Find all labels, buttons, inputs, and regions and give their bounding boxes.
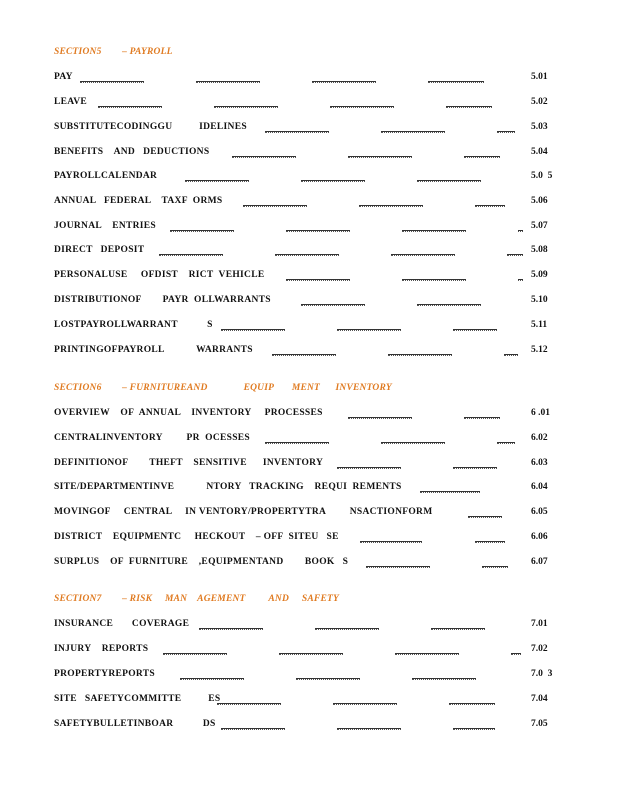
dot-leader bbox=[265, 131, 329, 133]
dot-leader bbox=[446, 106, 492, 108]
toc-page-number: 6.05 bbox=[531, 507, 548, 517]
toc-page-number: 5.06 bbox=[531, 196, 548, 206]
toc-entry[interactable] bbox=[54, 320, 564, 334]
toc-entry[interactable] bbox=[54, 669, 564, 683]
dot-leader bbox=[80, 81, 144, 83]
toc-page-number: 6.04 bbox=[531, 482, 548, 492]
toc-entry[interactable] bbox=[54, 147, 564, 161]
dot-leader bbox=[275, 254, 339, 256]
dot-leader bbox=[221, 728, 285, 730]
dot-leader bbox=[214, 106, 278, 108]
dot-leader bbox=[391, 254, 455, 256]
toc-entry-title: SITE SAFETYCOMMITTE ES bbox=[54, 694, 221, 704]
toc-entry-title: PRINTINGOFPAYROLL WARRANTS bbox=[54, 345, 253, 355]
dot-leader bbox=[337, 467, 401, 469]
dot-leader bbox=[504, 354, 518, 356]
toc-entry[interactable] bbox=[54, 557, 564, 571]
toc-page-number: 7.02 bbox=[531, 644, 548, 654]
dot-leader bbox=[518, 279, 523, 281]
toc-entry-title: JOURNAL ENTRIES bbox=[54, 221, 157, 231]
toc-entry-title: DISTRIBUTIONOF PAYR OLLWARRANTS bbox=[54, 295, 271, 305]
toc-entry[interactable] bbox=[54, 507, 564, 521]
toc-entry-title: BENEFITS AND DEDUCTIONS bbox=[54, 147, 210, 157]
toc-page-number: 5.11 bbox=[531, 320, 548, 330]
toc-page-number: 5.02 bbox=[531, 97, 548, 107]
toc-page-number: 6 .01 bbox=[531, 408, 550, 418]
dot-leader bbox=[464, 156, 500, 158]
dot-leader bbox=[98, 106, 162, 108]
dot-leader bbox=[232, 156, 296, 158]
dot-leader bbox=[315, 628, 379, 630]
toc-entry-title: LEAVE bbox=[54, 97, 88, 107]
dot-leader bbox=[185, 180, 249, 182]
toc-entry-title: INSURANCE COVERAGE bbox=[54, 619, 190, 629]
dot-leader bbox=[199, 628, 263, 630]
section-6-heading: SECTION6 – FURNITUREAND EQUIP MENT INVENTORY bbox=[54, 383, 392, 393]
toc-entry-title: OVERVIEW OF ANNUAL INVENTORY PROCESSES bbox=[54, 408, 323, 418]
dot-leader bbox=[395, 653, 459, 655]
dot-leader bbox=[417, 304, 481, 306]
toc-entry-title: SITE/DEPARTMENTINVE NTORY TRACKING REQUI REMENTS bbox=[54, 482, 402, 492]
dot-leader bbox=[360, 541, 422, 543]
toc-entry-title: MOVINGOF CENTRAL IN VENTORY/PROPERTYTRA NSACTIONFORM bbox=[54, 507, 433, 517]
toc-page-number: 5.04 bbox=[531, 147, 548, 157]
dot-leader bbox=[381, 131, 445, 133]
dot-leader bbox=[348, 417, 412, 419]
dot-leader bbox=[243, 205, 307, 207]
dot-leader bbox=[279, 653, 343, 655]
dot-leader bbox=[420, 491, 480, 493]
toc-page-number: 6.07 bbox=[531, 557, 548, 567]
dot-leader bbox=[180, 678, 244, 680]
dot-leader bbox=[221, 329, 285, 331]
toc-entry-title: DISTRICT EQUIPMENTC HECKOUT – OFF SITEU SE bbox=[54, 532, 339, 542]
toc-entry[interactable] bbox=[54, 408, 564, 422]
toc-entry-title: ANNUAL FEDERAL TAXF ORMS bbox=[54, 196, 223, 206]
toc-entry-title: PROPERTYREPORTS bbox=[54, 669, 155, 679]
toc-entry[interactable] bbox=[54, 97, 564, 111]
dot-leader bbox=[159, 254, 223, 256]
dot-leader bbox=[330, 106, 394, 108]
dot-leader bbox=[217, 703, 281, 705]
toc-entry[interactable] bbox=[54, 694, 564, 708]
toc-entry[interactable] bbox=[54, 644, 564, 658]
dot-leader bbox=[431, 628, 485, 630]
dot-leader bbox=[412, 678, 476, 680]
toc-page-number: 6.06 bbox=[531, 532, 548, 542]
dot-leader bbox=[453, 728, 495, 730]
toc-entry-title: PERSONALUSE OFDIST RICT VEHICLE bbox=[54, 270, 265, 280]
dot-leader bbox=[170, 230, 234, 232]
toc-page-number: 5.0 5 bbox=[531, 171, 553, 181]
dot-leader bbox=[337, 728, 401, 730]
toc-entry-title: DIRECT DEPOSIT bbox=[54, 245, 145, 255]
dot-leader bbox=[518, 230, 523, 232]
toc-entry[interactable] bbox=[54, 221, 564, 235]
toc-page-number: 5.03 bbox=[531, 122, 548, 132]
toc-entry-title: SAFETYBULLETINBOAR DS bbox=[54, 719, 216, 729]
dot-leader bbox=[482, 566, 508, 568]
toc-entry[interactable] bbox=[54, 245, 564, 259]
toc-page-number: 7.0 3 bbox=[531, 669, 553, 679]
toc-page-number: 5.09 bbox=[531, 270, 548, 280]
toc-page-number: 5.08 bbox=[531, 245, 548, 255]
toc-entry-title: PAYROLLCALENDAR bbox=[54, 171, 158, 181]
toc-page-number: 5.01 bbox=[531, 72, 548, 82]
dot-leader bbox=[337, 329, 401, 331]
toc-page-number: 7.01 bbox=[531, 619, 548, 629]
dot-leader bbox=[402, 279, 466, 281]
dot-leader bbox=[417, 180, 481, 182]
toc-entry[interactable] bbox=[54, 72, 564, 86]
dot-leader bbox=[359, 205, 423, 207]
dot-leader bbox=[464, 417, 500, 419]
dot-leader bbox=[333, 703, 397, 705]
toc-entry-title: SURPLUS OF FURNITURE ,EQUIPMENTAND BOOK S bbox=[54, 557, 349, 567]
toc-entry[interactable] bbox=[54, 345, 564, 359]
toc-page-number: 7.05 bbox=[531, 719, 548, 729]
dot-leader bbox=[301, 304, 365, 306]
toc-entry[interactable] bbox=[54, 458, 564, 472]
dot-leader bbox=[265, 442, 329, 444]
dot-leader bbox=[453, 329, 497, 331]
toc-page-number: 5.12 bbox=[531, 345, 548, 355]
dot-leader bbox=[511, 653, 521, 655]
dot-leader bbox=[196, 81, 260, 83]
dot-leader bbox=[381, 442, 445, 444]
dot-leader bbox=[428, 81, 484, 83]
section-5-heading: SECTION5 – PAYROLL bbox=[54, 47, 173, 57]
toc-entry-title: INJURY REPORTS bbox=[54, 644, 149, 654]
dot-leader bbox=[348, 156, 412, 158]
dot-leader bbox=[449, 703, 495, 705]
dot-leader bbox=[286, 279, 350, 281]
dot-leader bbox=[468, 516, 502, 518]
dot-leader bbox=[507, 254, 523, 256]
toc-entry[interactable] bbox=[54, 482, 564, 496]
toc-entry[interactable] bbox=[54, 122, 564, 136]
toc-entry[interactable] bbox=[54, 433, 564, 447]
toc-page-number: 5.10 bbox=[531, 295, 548, 305]
dot-leader bbox=[497, 131, 515, 133]
toc-entry[interactable] bbox=[54, 270, 564, 284]
dot-leader bbox=[366, 566, 430, 568]
dot-leader bbox=[453, 467, 497, 469]
toc-entry[interactable] bbox=[54, 619, 564, 633]
dot-leader bbox=[296, 678, 360, 680]
toc-entry-title: SUBSTITUTECODINGGU IDELINES bbox=[54, 122, 247, 132]
toc-entry-title: PAY bbox=[54, 72, 73, 82]
toc-entry[interactable] bbox=[54, 719, 564, 733]
dot-leader bbox=[301, 180, 365, 182]
dot-leader bbox=[272, 354, 336, 356]
dot-leader bbox=[402, 230, 466, 232]
toc-entry-title: DEFINITIONOF THEFT SENSITIVE INVENTORY bbox=[54, 458, 324, 468]
dot-leader bbox=[388, 354, 452, 356]
toc-entry[interactable] bbox=[54, 295, 564, 309]
dot-leader bbox=[497, 442, 515, 444]
toc-entry-title: LOSTPAYROLLWARRANT S bbox=[54, 320, 213, 330]
dot-leader bbox=[312, 81, 376, 83]
toc-entry-title: CENTRALINVENTORY PR OCESSES bbox=[54, 433, 251, 443]
toc-page-number: 6.02 bbox=[531, 433, 548, 443]
dot-leader bbox=[475, 541, 505, 543]
dot-leader bbox=[475, 205, 505, 207]
dot-leader bbox=[286, 230, 350, 232]
toc-page-number: 6.03 bbox=[531, 458, 548, 468]
dot-leader bbox=[163, 653, 227, 655]
toc-entry[interactable] bbox=[54, 532, 564, 546]
section-7-heading: SECTION7 – RISK MAN AGEMENT AND SAFETY bbox=[54, 594, 340, 604]
toc-entry[interactable] bbox=[54, 196, 564, 210]
toc-entry[interactable] bbox=[54, 171, 564, 185]
toc-page-number: 5.07 bbox=[531, 221, 548, 231]
toc-page-number: 7.04 bbox=[531, 694, 548, 704]
